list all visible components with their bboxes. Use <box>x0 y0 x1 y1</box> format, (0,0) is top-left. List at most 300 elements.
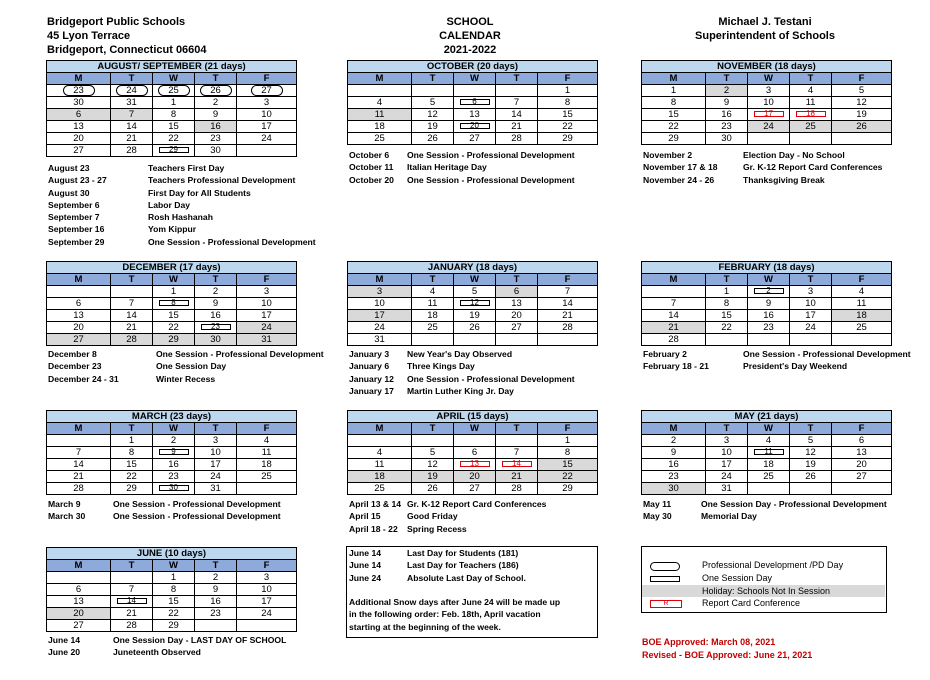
note-date: August 23 - 27 <box>48 175 107 186</box>
note-date: November 24 - 26 <box>643 174 715 185</box>
date-cell: 3 <box>237 572 297 584</box>
date-cell: 1 <box>153 286 195 298</box>
date-cell: 17 <box>790 310 832 322</box>
month-title: DECEMBER (17 days) <box>47 262 297 274</box>
date-cell: 15 <box>111 459 153 471</box>
month-calendar <box>347 60 598 145</box>
june-info-date: June 24 <box>349 572 382 583</box>
report-card-mark: R <box>663 600 669 607</box>
date-cell: 31 <box>195 483 237 495</box>
weekday-header: F <box>832 274 892 286</box>
note-text: One Session Day - LAST DAY OF SCHOOL <box>113 635 287 645</box>
note-date: March 30 <box>48 511 86 522</box>
date-cell: 27 <box>832 471 892 483</box>
date-cell: 3 <box>348 286 412 298</box>
month-calendar <box>641 410 892 495</box>
month-calendar <box>641 60 892 145</box>
month-notes <box>48 634 308 659</box>
weekday-header: T <box>790 274 832 286</box>
date-cell: 17 <box>195 459 237 471</box>
note-text: Teachers Professional Development <box>148 175 296 186</box>
date-cell <box>496 459 538 471</box>
note-text: First Day for All Students <box>148 187 251 198</box>
june-info-text: Last Day for Teachers (186) <box>407 560 519 571</box>
superintendent-name: Michael J. Testani <box>718 16 812 28</box>
date-cell: 28 <box>496 133 538 145</box>
report-card-marker: 13 <box>460 461 490 467</box>
note-text: Spring Recess <box>407 523 467 534</box>
date-cell: 22 <box>153 608 195 620</box>
date-cell: 3 <box>237 286 297 298</box>
date-cell: 24 <box>237 322 297 334</box>
note-text: Memorial Day <box>701 511 757 522</box>
date-cell: 13 <box>454 109 496 121</box>
date-cell: 19 <box>790 459 832 471</box>
legend-pd-label: Professional Development /PD Day <box>702 560 844 570</box>
date-cell: 8 <box>111 447 153 459</box>
date-cell: 30 <box>47 97 111 109</box>
date-cell: 21 <box>496 471 538 483</box>
date-cell <box>706 334 748 346</box>
note-date: January 17 <box>349 385 394 396</box>
date-cell: 8 <box>538 97 598 109</box>
weekday-header: T <box>412 423 454 435</box>
date-cell <box>47 435 111 447</box>
district-address: 45 Lyon Terrace <box>47 30 131 42</box>
date-cell <box>790 334 832 346</box>
note-date: May 30 <box>643 511 672 522</box>
date-cell: 28 <box>496 483 538 495</box>
weekday-header: T <box>412 73 454 85</box>
note-text: Winter Recess <box>156 373 216 384</box>
date-cell: 19 <box>412 471 454 483</box>
weekday-header: W <box>748 423 790 435</box>
date-cell: 10 <box>348 298 412 310</box>
date-cell: 2 <box>153 435 195 447</box>
one-session-marker: 20 <box>460 123 490 129</box>
boe-approved: BOE Approved: March 08, 2021 <box>642 637 776 647</box>
month-notes <box>349 348 609 397</box>
date-cell <box>111 286 153 298</box>
note-date: April 13 & 14 <box>349 499 402 509</box>
date-cell: 15 <box>706 310 748 322</box>
note-text: One Session - Professional Development <box>743 349 911 359</box>
month-notes <box>48 162 316 248</box>
note-text: One Session - Professional Development <box>407 150 575 160</box>
weekday-header: M <box>642 423 706 435</box>
date-cell <box>153 145 195 157</box>
date-cell: 9 <box>748 298 790 310</box>
date-cell: 18 <box>748 459 790 471</box>
note-date: November 2 <box>643 150 693 160</box>
pd-day-marker: 24 <box>116 85 148 96</box>
date-cell: 4 <box>832 286 892 298</box>
date-cell: 23 <box>642 471 706 483</box>
weekday-header: M <box>47 423 111 435</box>
weekday-header: T <box>790 73 832 85</box>
weekday-header: F <box>237 73 297 85</box>
date-cell: 2 <box>195 572 237 584</box>
weekday-header: M <box>642 274 706 286</box>
date-cell: 20 <box>47 608 111 620</box>
date-cell: 29 <box>153 620 195 632</box>
date-cell <box>47 85 111 97</box>
date-cell: 23 <box>748 322 790 334</box>
date-cell: 30 <box>195 145 237 157</box>
date-cell: 6 <box>496 286 538 298</box>
date-cell <box>642 286 706 298</box>
date-cell: 5 <box>412 447 454 459</box>
note-text: One Session Day <box>156 361 227 372</box>
date-cell: 29 <box>111 483 153 495</box>
date-cell: 26 <box>412 483 454 495</box>
note-date: May 11 <box>643 499 672 509</box>
date-cell: 10 <box>195 447 237 459</box>
note-text: Good Friday <box>407 511 458 522</box>
month-notes <box>349 498 609 535</box>
date-cell: 2 <box>195 97 237 109</box>
note-text: Election Day - No School <box>743 150 845 160</box>
date-cell <box>412 334 454 346</box>
district-name: Bridgeport Public Schools <box>47 16 186 28</box>
date-cell: 27 <box>496 322 538 334</box>
legend-box <box>641 546 887 613</box>
legend-holiday-label: Holiday: Schools Not In Session <box>702 586 831 596</box>
date-cell <box>454 435 496 447</box>
date-cell <box>111 85 153 97</box>
date-cell: 8 <box>153 584 195 596</box>
weekday-header: M <box>348 73 412 85</box>
note-text: Labor Day <box>148 199 191 210</box>
date-cell <box>412 85 454 97</box>
date-cell: 10 <box>237 109 297 121</box>
date-cell <box>153 85 195 97</box>
date-cell: 28 <box>111 620 153 632</box>
date-cell: 7 <box>642 298 706 310</box>
date-cell: 4 <box>348 447 412 459</box>
weekday-header: W <box>748 73 790 85</box>
date-cell: 9 <box>195 298 237 310</box>
date-cell: 24 <box>237 608 297 620</box>
note-text: One Session - Professional Development <box>407 174 575 185</box>
date-cell: 14 <box>111 310 153 322</box>
date-cell: 11 <box>348 459 412 471</box>
date-cell: 22 <box>538 471 598 483</box>
date-cell: 27 <box>47 620 111 632</box>
date-cell: 22 <box>642 121 706 133</box>
note-text: President's Day Weekend <box>743 361 848 372</box>
month-calendar <box>46 547 297 632</box>
date-cell: 21 <box>111 322 153 334</box>
weekday-header: F <box>832 73 892 85</box>
date-cell: 20 <box>47 322 111 334</box>
date-cell: 6 <box>47 584 111 596</box>
date-cell <box>496 334 538 346</box>
date-cell: 18 <box>348 121 412 133</box>
date-cell: 15 <box>153 310 195 322</box>
calendar-header <box>420 15 520 57</box>
date-cell: 5 <box>790 435 832 447</box>
date-cell: 12 <box>412 109 454 121</box>
date-cell <box>454 298 496 310</box>
date-cell: 12 <box>412 459 454 471</box>
date-cell: 14 <box>496 109 538 121</box>
weekday-header: M <box>47 560 111 572</box>
weekday-header: W <box>454 73 496 85</box>
date-cell: 24 <box>195 471 237 483</box>
district-city: Bridgeport, Connecticut 06604 <box>47 44 207 56</box>
month-title: MARCH (23 days) <box>47 411 297 423</box>
weekday-header: W <box>153 73 195 85</box>
date-cell: 8 <box>153 109 195 121</box>
date-cell: 25 <box>790 121 832 133</box>
superintendent-title: Superintendent of Schools <box>695 30 835 42</box>
date-cell <box>748 334 790 346</box>
date-cell: 17 <box>237 596 297 608</box>
date-cell: 21 <box>111 133 153 145</box>
note-text: Thanksgiving Break <box>743 174 825 185</box>
month-title: JANUARY (18 days) <box>348 262 598 274</box>
date-cell: 13 <box>832 447 892 459</box>
note-text: One Session - Professional Development <box>113 511 281 522</box>
date-cell: 2 <box>642 435 706 447</box>
date-cell: 1 <box>642 85 706 97</box>
date-cell: 3 <box>195 435 237 447</box>
date-cell <box>348 435 412 447</box>
one-session-marker: 14 <box>117 598 147 604</box>
date-cell: 29 <box>538 133 598 145</box>
date-cell: 1 <box>153 97 195 109</box>
weekday-header: M <box>642 73 706 85</box>
date-cell <box>790 133 832 145</box>
date-cell <box>454 121 496 133</box>
report-card-marker: 17 <box>754 111 784 117</box>
date-cell: 7 <box>496 447 538 459</box>
date-cell: 5 <box>412 97 454 109</box>
weekday-header: T <box>195 560 237 572</box>
date-cell: 4 <box>790 85 832 97</box>
note-date: September 7 <box>48 212 100 223</box>
date-cell: 19 <box>832 109 892 121</box>
date-cell: 29 <box>538 483 598 495</box>
date-cell <box>195 620 237 632</box>
date-cell: 17 <box>706 459 748 471</box>
weekday-header: F <box>538 423 598 435</box>
date-cell: 29 <box>642 133 706 145</box>
date-cell: 15 <box>153 596 195 608</box>
one-session-marker: 6 <box>460 99 490 105</box>
month-calendar <box>347 261 598 346</box>
note-date: January 6 <box>349 361 390 372</box>
snow-day-note-line: in the following order: Feb. 18th, April vacation <box>349 609 541 620</box>
date-cell: 24 <box>790 322 832 334</box>
one-session-icon <box>650 576 680 582</box>
date-cell: 20 <box>454 471 496 483</box>
date-cell: 11 <box>348 109 412 121</box>
date-cell: 6 <box>47 298 111 310</box>
note-date: November 17 & 18 <box>643 162 718 173</box>
weekday-header: T <box>111 274 153 286</box>
date-cell: 21 <box>111 608 153 620</box>
report-card-marker: 18 <box>796 111 826 117</box>
weekday-header: T <box>706 73 748 85</box>
weekday-header: T <box>111 560 153 572</box>
weekday-header: M <box>348 274 412 286</box>
month-notes <box>349 149 609 186</box>
date-cell: 13 <box>496 298 538 310</box>
pd-day-marker: 27 <box>251 85 283 96</box>
weekday-header: T <box>111 423 153 435</box>
date-cell: 16 <box>748 310 790 322</box>
note-date: August 23 <box>48 163 90 173</box>
date-cell: 10 <box>748 97 790 109</box>
date-cell: 9 <box>195 109 237 121</box>
date-cell <box>748 109 790 121</box>
june-info-date: June 14 <box>349 560 382 571</box>
date-cell: 31 <box>348 334 412 346</box>
date-cell: 28 <box>642 334 706 346</box>
date-cell: 8 <box>642 97 706 109</box>
legend-one-session-label: One Session Day <box>702 573 773 583</box>
date-cell: 6 <box>454 447 496 459</box>
note-date: April 15 <box>349 511 381 522</box>
date-cell: 18 <box>832 310 892 322</box>
date-cell <box>237 620 297 632</box>
date-cell: 1 <box>538 85 598 97</box>
weekday-header: T <box>706 274 748 286</box>
boe-revised: Revised - BOE Approved: June 21, 2021 <box>642 650 813 660</box>
date-cell <box>153 483 195 495</box>
pd-day-marker: 25 <box>158 85 190 96</box>
one-session-marker: 9 <box>159 449 189 455</box>
note-date: September 6 <box>48 199 100 210</box>
date-cell: 8 <box>706 298 748 310</box>
date-cell: 24 <box>348 322 412 334</box>
date-cell <box>748 133 790 145</box>
date-cell: 25 <box>237 471 297 483</box>
weekday-header: W <box>748 274 790 286</box>
june-info-text: Absolute Last Day of School. <box>407 572 526 583</box>
date-cell: 16 <box>195 121 237 133</box>
note-text: One Session - Professional Development <box>113 499 281 509</box>
superintendent-header <box>690 15 840 43</box>
date-cell: 13 <box>47 310 111 322</box>
date-cell: 30 <box>195 334 237 346</box>
weekday-header: M <box>47 73 111 85</box>
month-notes <box>48 498 308 523</box>
one-session-marker: 23 <box>201 324 231 330</box>
date-cell: 10 <box>237 584 297 596</box>
weekday-header: T <box>195 274 237 286</box>
date-cell: 13 <box>47 596 111 608</box>
date-cell: 16 <box>153 459 195 471</box>
weekday-header: T <box>706 423 748 435</box>
date-cell: 25 <box>748 471 790 483</box>
date-cell: 12 <box>832 97 892 109</box>
date-cell: 20 <box>496 310 538 322</box>
june-info-date: June 14 <box>349 548 382 558</box>
date-cell: 19 <box>412 121 454 133</box>
weekday-header: T <box>496 423 538 435</box>
date-cell <box>47 572 111 584</box>
date-cell <box>496 435 538 447</box>
date-cell: 4 <box>412 286 454 298</box>
note-date: October 6 <box>349 150 390 160</box>
note-date: December 23 <box>48 361 102 372</box>
date-cell: 26 <box>412 133 454 145</box>
date-cell <box>237 85 297 97</box>
date-cell: 30 <box>706 133 748 145</box>
date-cell: 3 <box>790 286 832 298</box>
note-text: New Year's Day Observed <box>407 349 513 359</box>
date-cell: 24 <box>706 471 748 483</box>
weekday-header: F <box>538 73 598 85</box>
weekday-header: W <box>454 274 496 286</box>
date-cell: 7 <box>47 447 111 459</box>
weekday-header: W <box>153 423 195 435</box>
date-cell: 11 <box>237 447 297 459</box>
month-title: NOVEMBER (18 days) <box>642 61 892 73</box>
date-cell: 18 <box>412 310 454 322</box>
note-date: December 24 - 31 <box>48 373 119 384</box>
note-text: Martin Luther King Jr. Day <box>407 385 514 396</box>
weekday-header: T <box>790 423 832 435</box>
date-cell <box>454 85 496 97</box>
pd-day-marker: 26 <box>200 85 232 96</box>
date-cell: 4 <box>237 435 297 447</box>
month-calendar <box>641 261 892 346</box>
note-date: September 29 <box>48 236 105 247</box>
date-cell: 19 <box>454 310 496 322</box>
date-cell: 17 <box>348 310 412 322</box>
date-cell: 25 <box>832 322 892 334</box>
date-cell: 22 <box>706 322 748 334</box>
note-text: Yom Kippur <box>148 224 197 235</box>
weekday-header: F <box>538 274 598 286</box>
date-cell: 14 <box>111 121 153 133</box>
date-cell: 7 <box>111 584 153 596</box>
date-cell: 16 <box>195 310 237 322</box>
weekday-header: F <box>237 274 297 286</box>
date-cell <box>237 483 297 495</box>
date-cell: 21 <box>47 471 111 483</box>
date-cell: 7 <box>111 109 153 121</box>
date-cell <box>195 85 237 97</box>
date-cell <box>748 286 790 298</box>
date-cell: 24 <box>237 133 297 145</box>
date-cell: 2 <box>706 85 748 97</box>
date-cell <box>454 459 496 471</box>
date-cell: 11 <box>790 97 832 109</box>
month-notes <box>643 348 911 373</box>
date-cell: 2 <box>195 286 237 298</box>
note-date: March 9 <box>48 499 81 509</box>
date-cell: 12 <box>790 447 832 459</box>
date-cell: 13 <box>47 121 111 133</box>
date-cell: 9 <box>195 584 237 596</box>
date-cell: 27 <box>454 483 496 495</box>
note-date: January 3 <box>349 349 390 359</box>
note-date: June 20 <box>48 647 81 658</box>
date-cell: 4 <box>748 435 790 447</box>
date-cell: 15 <box>642 109 706 121</box>
date-cell: 23 <box>153 471 195 483</box>
month-title: OCTOBER (20 days) <box>348 61 598 73</box>
date-cell: 28 <box>538 322 598 334</box>
date-cell: 23 <box>195 608 237 620</box>
one-session-marker: 2 <box>754 288 784 294</box>
date-cell <box>748 483 790 495</box>
